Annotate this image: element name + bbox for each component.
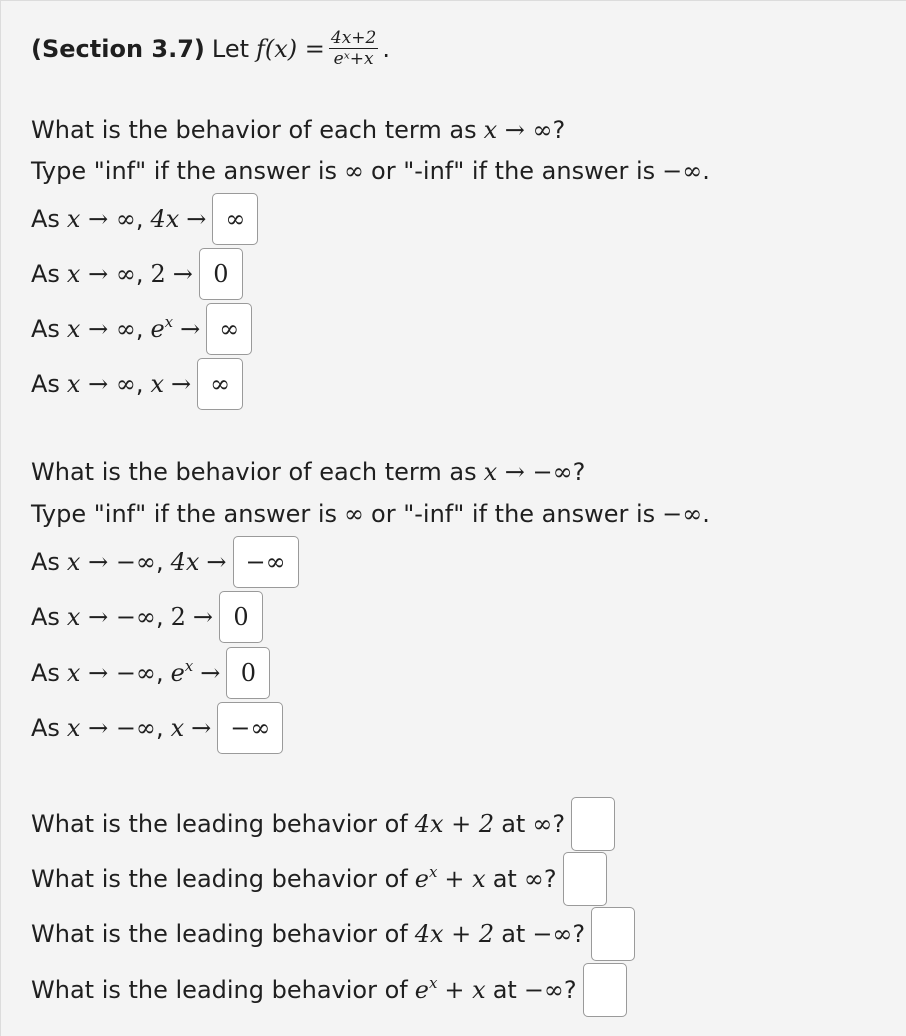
answer-input[interactable] — [583, 963, 627, 1017]
answer-input[interactable]: 0 — [226, 647, 270, 699]
part3-row: What is the leading behavior of 4x + 2 at −∞ ? — [31, 907, 635, 961]
let-text: Let — [211, 34, 249, 63]
part1-question: What is the behavior of each term as x → ∞ ? — [31, 116, 566, 144]
part2-instructions: Type "inf" if the answer is ∞ or "-inf" if the answer is −∞ . — [31, 500, 710, 528]
part1-row: As x → ∞ , 4x → ∞ — [31, 193, 258, 245]
part1-instructions: Type "inf" if the answer is ∞ or "-inf" if the answer is −∞ . — [31, 157, 710, 185]
part2-row: As x → −∞ , 4x → −∞ — [31, 536, 299, 588]
answer-input[interactable] — [571, 797, 615, 851]
part2-question: What is the behavior of each term as x → −∞ ? — [31, 458, 586, 486]
answer-input[interactable]: −∞ — [217, 702, 283, 754]
part2-row: As x → −∞ , 2 → 0 — [31, 591, 263, 643]
answer-input[interactable]: ∞ — [206, 303, 252, 355]
function-fraction — [329, 29, 378, 68]
answer-input[interactable]: 0 — [219, 591, 263, 643]
part3-row: What is the leading behavior of 4x + 2 at ∞ ? — [31, 797, 615, 851]
fraction-denominator: eˣ+x — [333, 49, 374, 69]
part2-row: As x → −∞ , $e^x$ → 0 — [31, 647, 270, 699]
answer-input[interactable] — [563, 852, 607, 906]
answer-input[interactable]: ∞ — [212, 193, 258, 245]
part3-row: What is the leading behavior of $e^x$ + x at −∞ ? — [31, 963, 627, 1017]
part3-row: What is the leading behavior of $e^x$ + x at ∞ ? — [31, 852, 607, 906]
answer-input[interactable]: 0 — [199, 248, 243, 300]
part1-row: As x → ∞ , $e^x$ → ∞ — [31, 303, 252, 355]
header-period: . — [382, 34, 390, 63]
function-lhs: f(x) = — [256, 34, 325, 63]
section-label: (Section 3.7) — [31, 34, 205, 63]
answer-input[interactable]: ∞ — [197, 358, 243, 410]
part2-row: As x → −∞ , x → −∞ — [31, 702, 283, 754]
problem-header — [31, 29, 390, 68]
part1-row: As x → ∞ , x → ∞ — [31, 358, 243, 410]
fraction-numerator: 4x+2 — [330, 28, 377, 48]
answer-input[interactable] — [591, 907, 635, 961]
part1-row: As x → ∞ , 2 → 0 — [31, 248, 243, 300]
answer-input[interactable]: −∞ — [233, 536, 299, 588]
